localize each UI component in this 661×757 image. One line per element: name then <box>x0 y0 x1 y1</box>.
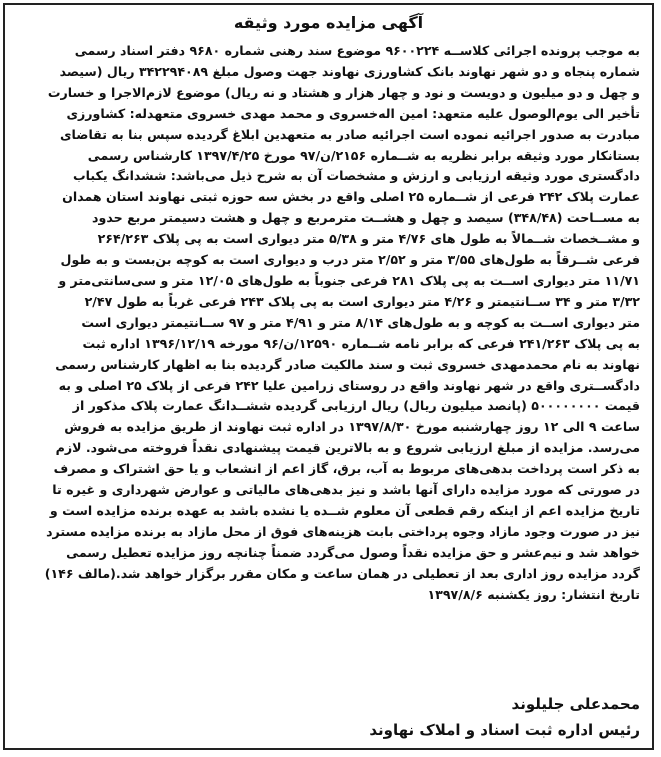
notice-line: نهاوند به نام محمدمهدی خسروی ثبت و سند مالکیت صادر گردیده بنا به اظهار کارشناس رسمی <box>55 356 640 372</box>
notice-line: ساعت ۹ الی ۱۲ روز چهارشنبه مورخ ۱۳۹۷/۸/۳۰ در اداره ثبت نهاوند از طریق مزایده به فروش <box>64 419 640 435</box>
notice-line: بستانکار مورد وثیقه برابر نظریه به شــماره ۲۱۵۶/ن/۹۷ مورخ ۱۳۹۷/۴/۲۵ کارشناس رسمی <box>87 147 640 163</box>
notice-line: عمارت پلاک ۲۴۲ فرعی از شــماره ۲۵ اصلی واقع در بخش سه حوزه ثبتی نهاوند استان همدان <box>62 189 640 205</box>
notice-line: قیمت ۵۰۰۰۰۰۰۰۰ (پانصد میلیون ریال) ریال ارزیابی گردیده ششــدانگ عمارت پلاک مذکور از <box>72 398 640 414</box>
notice-line: تاریخ مزایده اعم از اینکه رقم قطعی آن معلوم شــده یا نشده باشد به عهده برنده مزایده است و <box>49 502 640 518</box>
notice-line: به موجب پرونده اجرائی کلاســه ۹۶۰۰۲۲۴ موضوع سند رهنی شماره ۹۶۸۰ دفتر اسناد رسمی <box>74 43 640 58</box>
notice-line: ۳/۳۲ متر و ۳۴ ســانتیمتر و ۴/۲۶ متر دیواری است به پی پلاک ۲۴۳ فرعی غرباً به طول ۲/۴۷ <box>84 293 640 309</box>
notice-body <box>17 41 640 605</box>
notice-line: شماره پنجاه و دو شهر نهاوند بانک کشاورزی نهاوند جهت وصول مبلغ ۳۴۲۲۹۴۰۸۹ ریال (سیصد <box>59 63 640 79</box>
notice-title: آگهی مزایده مورد وثیقه <box>233 13 424 32</box>
notice-line: مبادرت به صدور اجرائیه نموده است اجرائیه صادر به متعهدین ابلاغ گردیده سپس بنا به تقاضای <box>60 126 640 142</box>
notice-line: به ذکر است پرداخت بدهی‌های مربوط به آب، برق، گاز اعم از انشعاب و یا حق اشتراک و مصرف <box>53 461 640 477</box>
notice-line: ۱۱/۷۱ متر دیواری اســت به پی پلاک ۲۸۱ فرعی جنوباً به طول‌های ۱۲/۰۵ متر و سی‌سانتی‌متر و <box>58 272 640 288</box>
notice-line: به پی پلاک ۲۴۱/۲۶۳ فرعی که برابر نامه شــماره ۱۲۵۹۰/ن/۹۶ مورخه ۱۳۹۶/۱۲/۱۹ اداره ثبت <box>82 335 640 351</box>
publication-date: تاریخ انتشار: روز یکشنبه ۱۳۹۷/۸/۶ <box>427 586 640 602</box>
notice-line: نیز در صورت وجود مازاد وجوه پرداختی بابت هزینه‌های فوق از محل مازاد به برنده مزایده مسترد <box>46 523 640 539</box>
notice-line: دادگستری مورد وثیقه ارزیابی و ارزش و مشخصات آن به شرح ذیل می‌باشد: ششدانگ یکباب <box>72 168 640 184</box>
notice-line: می‌رسد. مزایده از مبلغ ارزیابی شروع و به بالاترین قیمت پیشنهادی نقداً فروخته می‌شود. لازم <box>55 440 640 456</box>
signatory-name: محمدعلی جلیلوند <box>511 695 640 713</box>
notice-line: دادگســتری واقع در شهر نهاوند واقع در روستای زرامین علیا ۲۴۲ فرعی از پلاک ۲۵ اصلی و به <box>58 377 640 393</box>
notice-line: گردد مزایده روز اداری بعد از تعطیلی در همان ساعت و مکان مقرر برگزار خواهد شد.(مالف ۱۴۶) <box>44 565 640 581</box>
notice-line: فرعی شــرقاً به طول‌های ۳/۵۵ متر و ۲/۵۲ متر درب و دیواری است به کوچه بن‌بست و به طول <box>60 252 640 268</box>
notice-line: و مشــخصات شــمالاً به طول های ۴/۷۶ متر و ۵/۳۸ متر دیواری است به پی پلاک ۲۶۴/۲۶۳ <box>97 231 640 247</box>
notice-line: متر دیواری اســت به کوچه و به طول‌های ۸/۱۴ متر و ۴/۹۱ متر و ۹۷ ســانتیمتر دیواری است <box>81 314 640 330</box>
notice-line: و چهل و دو میلیون و دویست و نود و چهار هزار و هشتاد و نه ریال) موضوع لازم‌الاجرا و خسارت <box>47 84 640 100</box>
signatory-title: رئیس اداره ثبت اسناد و املاک نهاوند <box>369 721 640 739</box>
notice-line: خواهد شد و نیم‌عشر و حق مزایده نقداً وصول می‌گردد ضمناً چنانچه روز مزایده تعطیل رسمی <box>66 544 640 560</box>
notice-line: به مســاحت (۳۴۸/۴۸) سیصد و چهل و هشــت مترمربع و چهل و هشت دسیمتر مربع حدود <box>92 210 640 226</box>
notice-frame <box>3 3 654 750</box>
notice-line: در صورتی که مورد مزایده دارای آنها باشد و نیز بدهی‌های مالیاتی و عوارض شهرداری و غیره تا <box>52 482 640 498</box>
notice-line: تأخیر الی یوم‌الوصول علیه متعهد: امین اله‌خسروی و محمد مهدی خسروی متعهدله: کشاورزی <box>66 105 640 121</box>
